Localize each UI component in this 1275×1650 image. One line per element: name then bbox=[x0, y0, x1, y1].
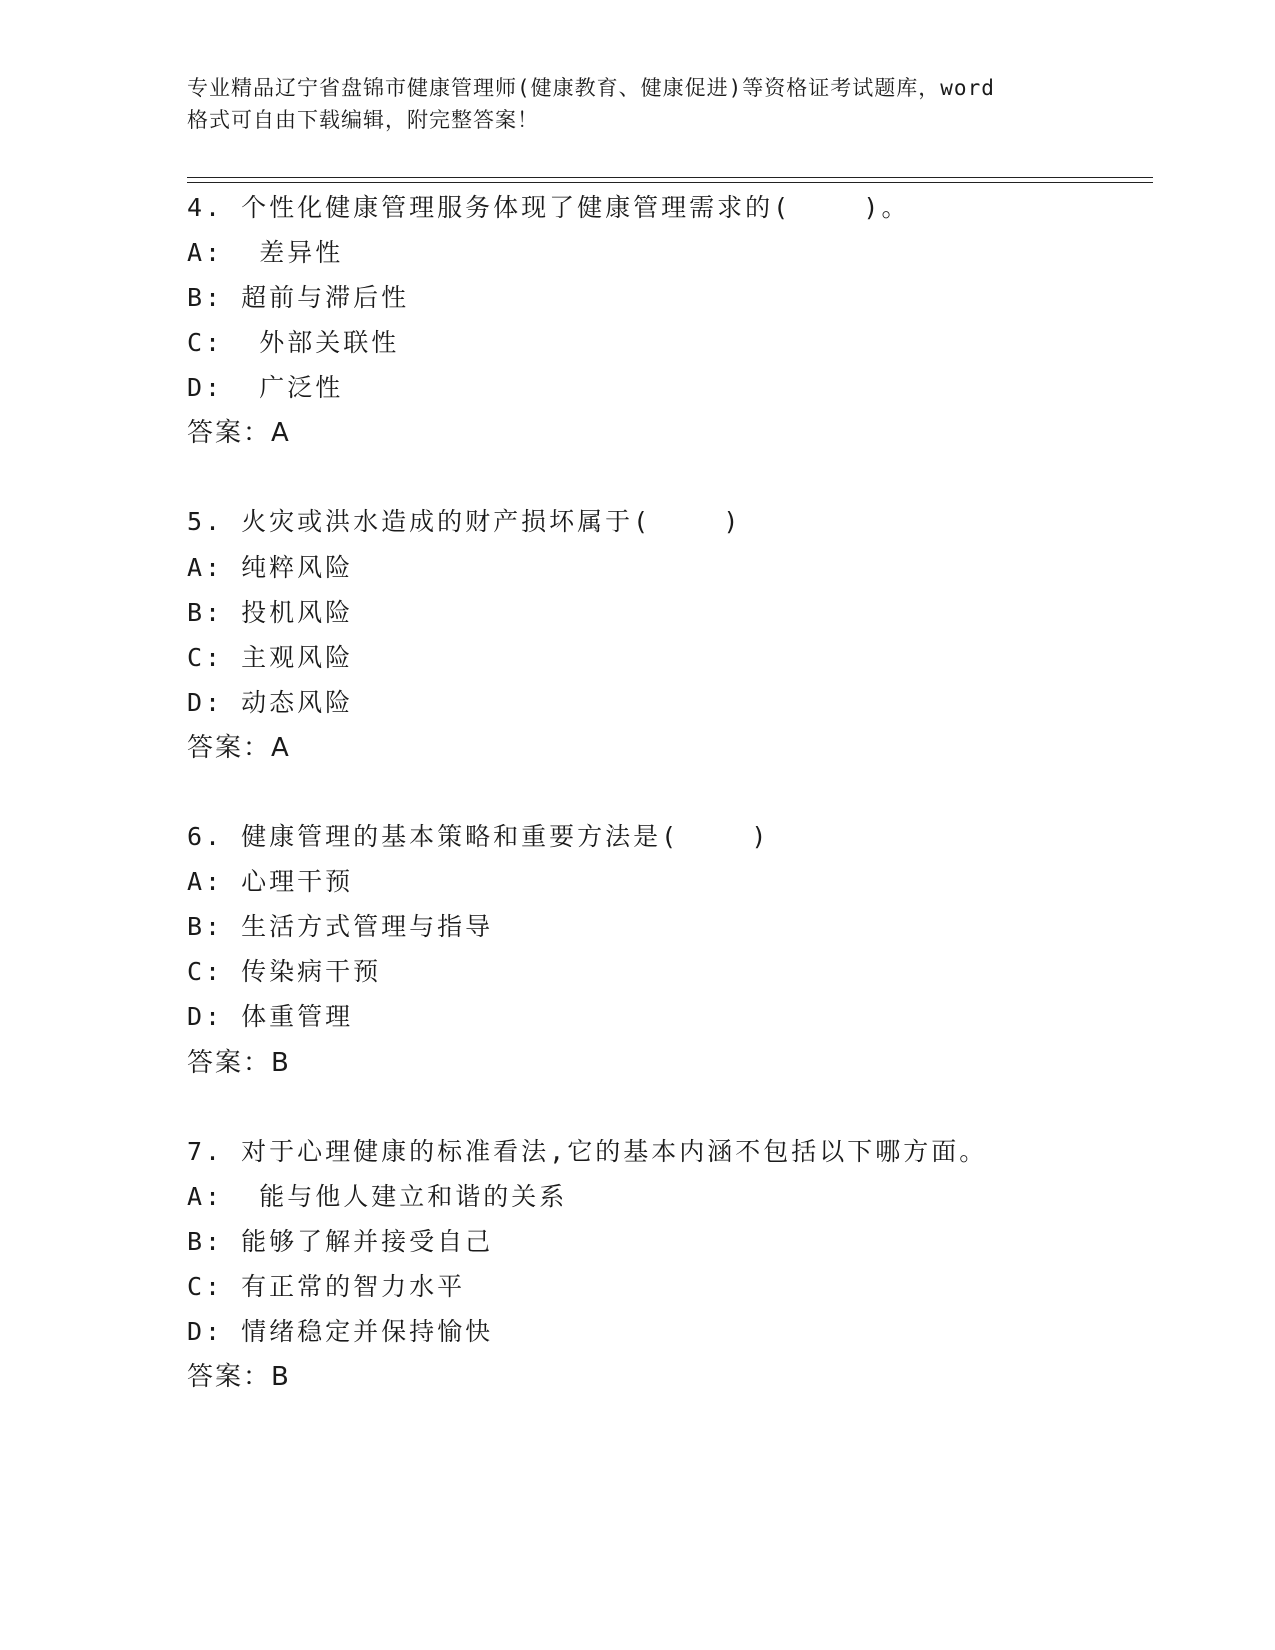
question-6-option-a: A: 心理干预 bbox=[187, 867, 354, 896]
header-divider-bottom bbox=[187, 182, 1153, 183]
question-5-option-d: D: 动态风险 bbox=[187, 688, 354, 717]
question-6-option-c: C: 传染病干预 bbox=[187, 957, 382, 986]
header-divider-top bbox=[187, 177, 1153, 178]
question-5-option-a: A: 纯粹风险 bbox=[187, 553, 354, 582]
document-header bbox=[187, 72, 1087, 136]
question-5-answer: 答案：A bbox=[187, 733, 291, 763]
question-7-option-c: C: 有正常的智力水平 bbox=[187, 1272, 466, 1301]
question-4-option-c: C: 外部关联性 bbox=[187, 328, 400, 357]
question-6-answer: 答案：B bbox=[187, 1048, 291, 1078]
question-4-option-a: A: 差异性 bbox=[187, 238, 344, 267]
header-line-1: 专业精品辽宁省盘锦市健康管理师(健康教育、健康促进)等资格证考试题库，word bbox=[187, 76, 995, 100]
question-7-answer: 答案：B bbox=[187, 1362, 291, 1392]
question-7-option-b: B: 能够了解并接受自己 bbox=[187, 1227, 494, 1256]
question-4-answer: 答案：A bbox=[187, 418, 291, 448]
question-5-stem: 5. 火灾或洪水造成的财产损坏属于( ) bbox=[187, 507, 742, 536]
question-7-option-a: A: 能与他人建立和谐的关系 bbox=[187, 1182, 568, 1211]
question-6-option-d: D: 体重管理 bbox=[187, 1002, 354, 1031]
header-line-2: 格式可自由下载编辑，附完整答案！ bbox=[187, 108, 539, 132]
question-6-stem: 6. 健康管理的基本策略和重要方法是( ) bbox=[187, 822, 770, 851]
question-6-option-b: B: 生活方式管理与指导 bbox=[187, 912, 494, 941]
question-4-option-b: B: 超前与滞后性 bbox=[187, 283, 410, 312]
question-4-stem: 4. 个性化健康管理服务体现了健康管理需求的( )。 bbox=[187, 193, 910, 222]
question-5-option-c: C: 主观风险 bbox=[187, 643, 354, 672]
question-7-stem: 7. 对于心理健康的标准看法,它的基本内涵不包括以下哪方面。 bbox=[187, 1137, 988, 1166]
question-7-option-d: D: 情绪稳定并保持愉快 bbox=[187, 1317, 494, 1346]
question-5-option-b: B: 投机风险 bbox=[187, 598, 354, 627]
question-4-option-d: D: 广泛性 bbox=[187, 373, 344, 402]
